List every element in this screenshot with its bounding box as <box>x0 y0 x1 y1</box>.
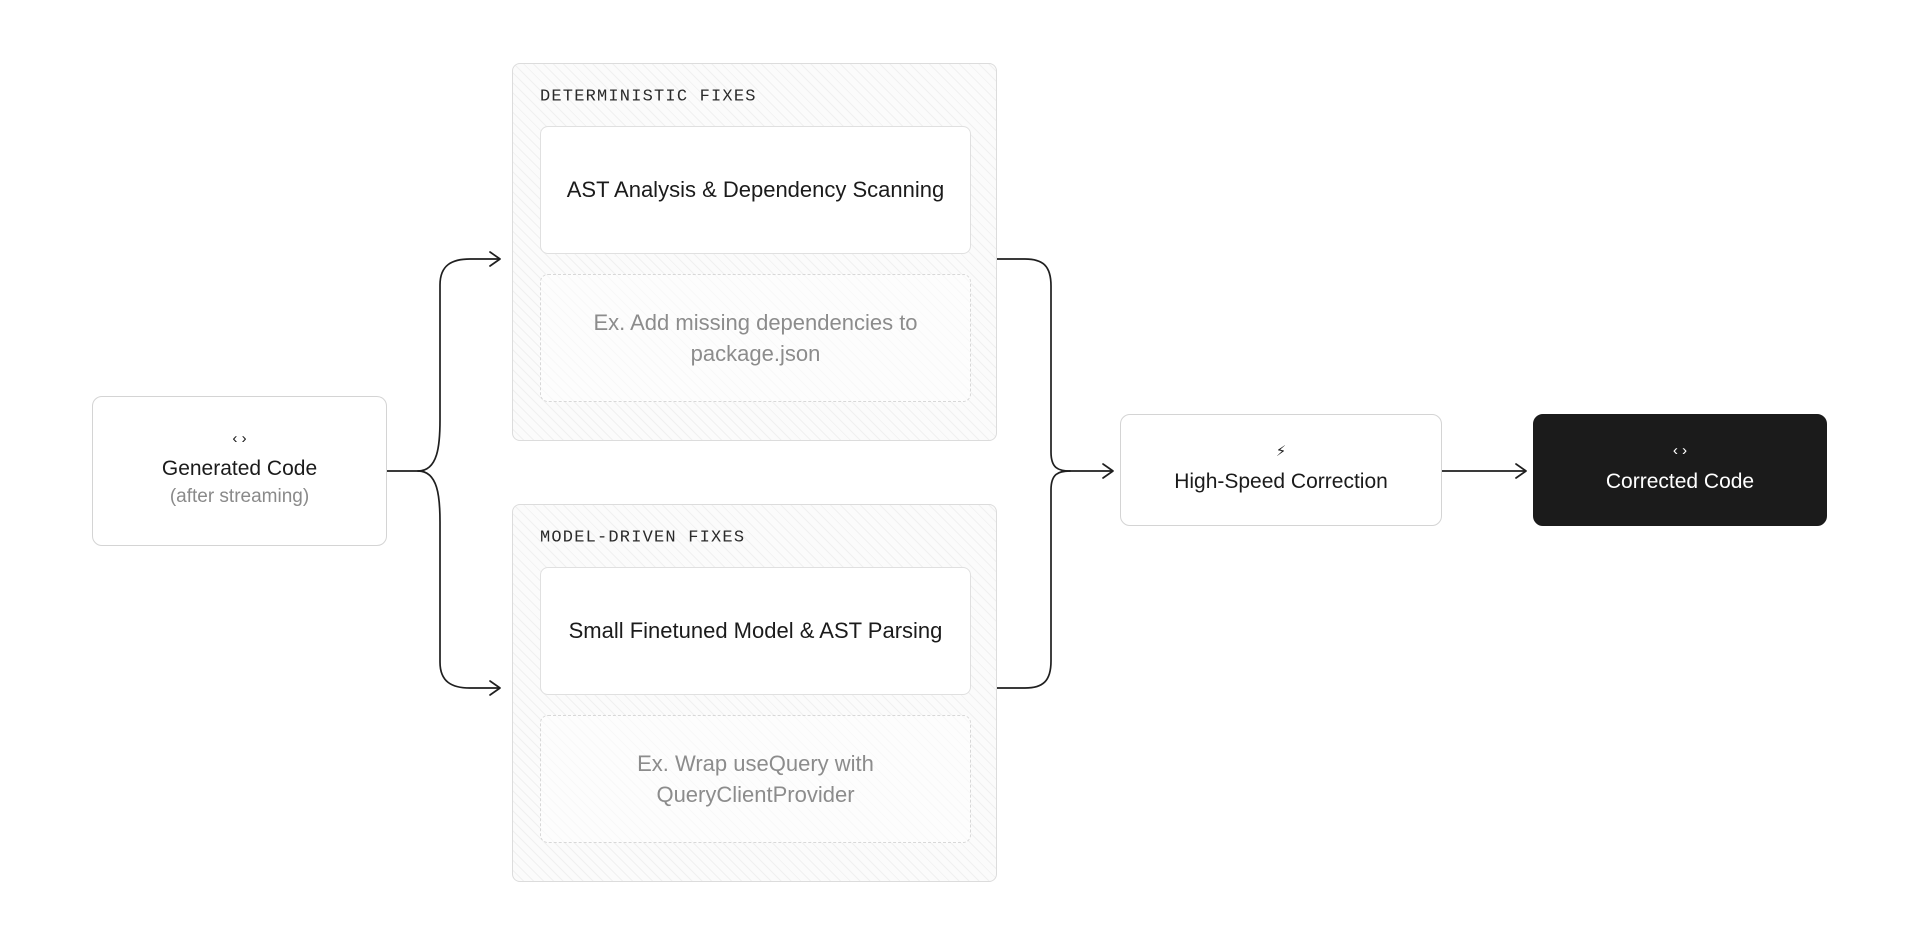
card-deterministic-example-label: Ex. Add missing dependencies to package.json <box>593 309 918 366</box>
card-model-driven-example-label: Ex. Wrap useQuery with QueryClientProvider <box>637 750 874 807</box>
edge-model-to-merge <box>997 471 1070 688</box>
node-corrected-code-title: Corrected Code <box>1605 470 1755 494</box>
group-deterministic-label: DETERMINISTIC FIXES <box>540 87 757 107</box>
card-finetuned-model-label: Small Finetuned Model & AST Parsing <box>568 618 943 644</box>
node-generated-code <box>92 396 387 546</box>
code-brackets-icon: ‹› <box>230 431 249 449</box>
card-model-driven-example <box>540 715 971 843</box>
arrowhead-highspeed <box>1103 464 1113 478</box>
node-corrected-code <box>1533 414 1827 526</box>
edge-split-to-deterministic <box>418 259 498 471</box>
group-deterministic-fixes <box>512 63 997 441</box>
card-ast-analysis <box>540 126 971 254</box>
edge-split-to-model <box>418 471 498 688</box>
node-high-speed-correction <box>1120 414 1442 526</box>
node-high-speed-correction-title: High-Speed Correction <box>1174 470 1388 494</box>
node-generated-code-subtitle: (after streaming) <box>169 486 310 508</box>
card-finetuned-model <box>540 567 971 695</box>
code-brackets-icon: ‹› <box>1670 443 1689 461</box>
arrowhead-deterministic <box>490 252 500 266</box>
group-model-driven-fixes <box>512 504 997 882</box>
card-ast-analysis-label: AST Analysis & Dependency Scanning <box>566 177 945 203</box>
lightning-bolt-icon: ⚡ <box>1275 443 1287 463</box>
arrowhead-corrected <box>1516 464 1526 478</box>
arrowhead-model <box>490 681 500 695</box>
card-deterministic-example <box>540 274 971 402</box>
group-model-driven-label: MODEL-DRIVEN FIXES <box>540 528 746 548</box>
edge-deterministic-to-merge <box>997 259 1070 471</box>
node-generated-code-title: Generated Code <box>161 457 318 481</box>
